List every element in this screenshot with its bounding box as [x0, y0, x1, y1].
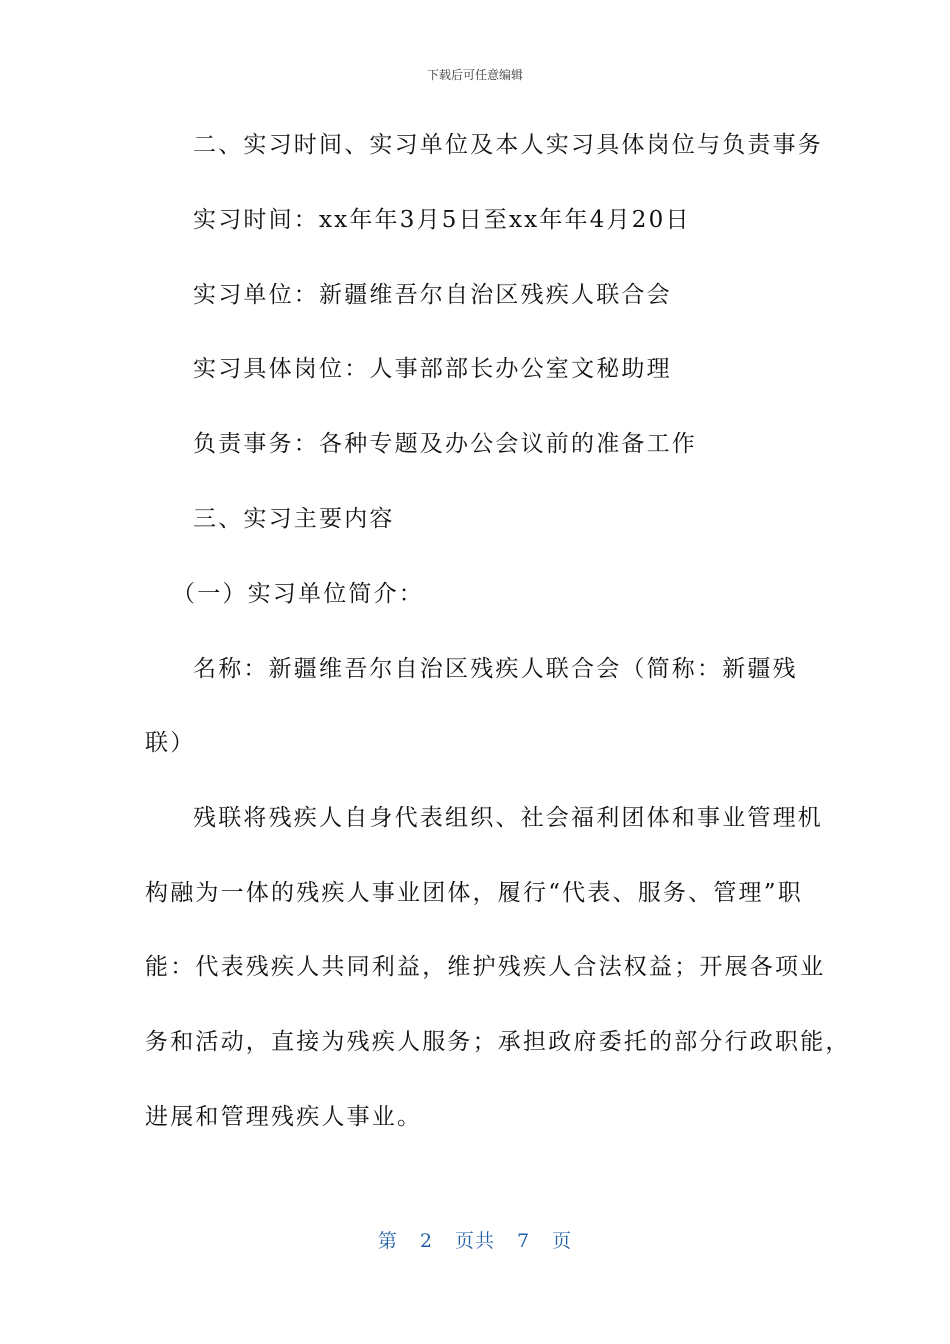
section-heading-2: 二、实习时间、实习单位及本人实习具体岗位与负责事务 — [193, 132, 823, 158]
page-header: 下载后可任意编辑 — [426, 68, 523, 82]
paragraph-line: 务和活动，直接为残疾人服务；承担政府委托的部分行政职能， — [145, 1029, 851, 1055]
subsection-heading-1: （一）实习单位简介： — [172, 581, 424, 607]
footer-total-pages: 7 — [517, 1230, 531, 1252]
paragraph-line: 残联将残疾人自身代表组织、社会福利团体和事业管理机 — [193, 805, 823, 831]
internship-position: 实习具体岗位：人事部部长办公室文秘助理 — [193, 356, 672, 382]
page-footer — [0, 1226, 950, 1253]
paragraph-line: 进展和管理残疾人事业。 — [145, 1104, 423, 1130]
footer-page-number: 2 — [419, 1230, 433, 1252]
org-name-line: 名称：新疆维吾尔自治区残疾人联合会（简称：新疆残 — [193, 656, 798, 682]
footer-suffix: 页 — [552, 1230, 573, 1252]
section-heading-3: 三、实习主要内容 — [193, 506, 395, 532]
org-name-line-cont: 联） — [145, 730, 196, 756]
responsibilities: 负责事务：各种专题及办公会议前的准备工作 — [193, 431, 697, 457]
footer-middle: 页共 — [454, 1230, 495, 1252]
internship-time: 实习时间：xx年年3月5日至xx年年4月20日 — [193, 207, 691, 233]
internship-unit: 实习单位：新疆维吾尔自治区残疾人联合会 — [193, 282, 672, 308]
paragraph-line: 构融为一体的残疾人事业团体，履行“代表、服务、管理”职 — [145, 880, 803, 906]
footer-prefix: 第 — [377, 1230, 398, 1252]
paragraph-line: 能：代表残疾人共同利益，维护残疾人合法权益；开展各项业 — [145, 954, 826, 980]
